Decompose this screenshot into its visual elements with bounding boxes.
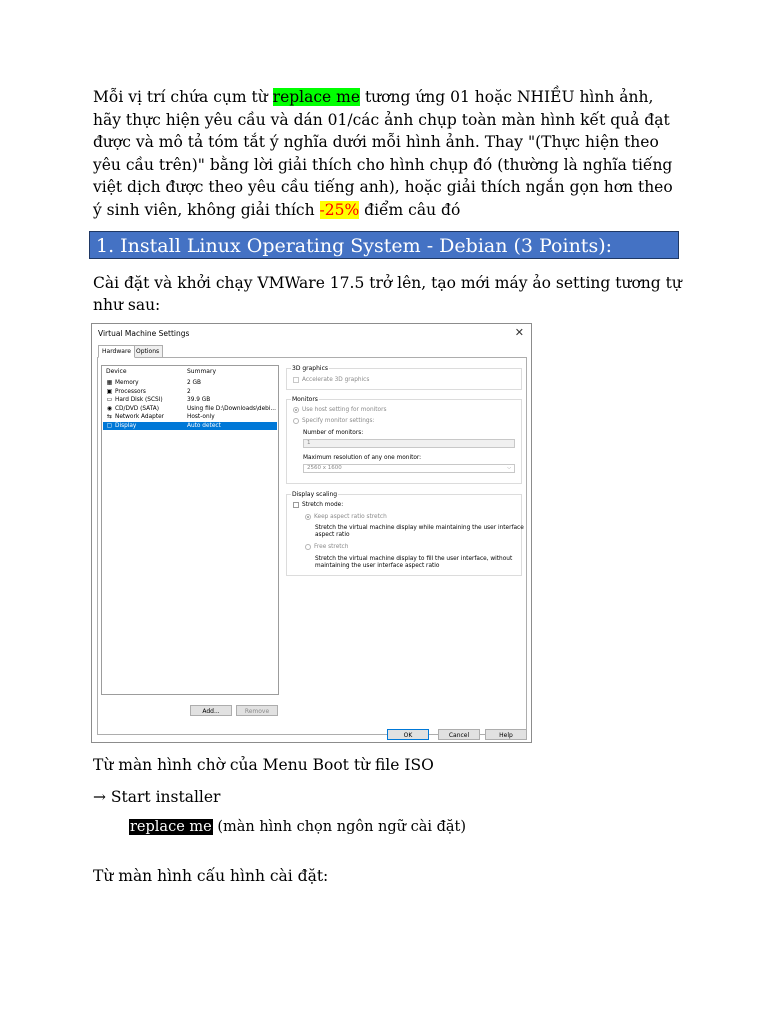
keep-aspect-description-2: aspect ratio <box>315 532 350 538</box>
device-row-memory[interactable] <box>103 379 277 387</box>
graphics-group <box>286 365 522 390</box>
chevron-down-icon: ⌵ <box>507 465 511 471</box>
cancel-button[interactable]: Cancel <box>438 729 480 740</box>
accelerate-3d-checkbox[interactable] <box>293 377 299 383</box>
free-stretch-label: Free stretch <box>314 544 349 550</box>
number-of-monitors-value: 1 <box>307 440 311 446</box>
boot-menu-text: Từ màn hình chờ của Menu Boot từ file ISO <box>93 756 434 774</box>
device-summary: Host-only <box>187 414 215 420</box>
number-of-monitors-label: Number of monitors: <box>303 430 364 436</box>
close-icon[interactable]: ✕ <box>514 326 524 339</box>
device-row-network-adapter[interactable] <box>103 413 277 421</box>
start-installer-line <box>93 786 683 808</box>
language-screen-note: (màn hình chọn ngôn ngữ cài đặt) <box>212 819 467 835</box>
device-list[interactable] <box>101 365 279 695</box>
use-host-label: Use host setting for monitors <box>302 407 387 413</box>
device-summary: Using file D:\Downloads\debi... <box>187 405 276 412</box>
stretch-mode-checkbox[interactable] <box>293 502 299 508</box>
device-name: Memory <box>115 380 139 386</box>
device-summary: 2 <box>187 388 191 395</box>
accelerate-3d-label: Accelerate 3D graphics <box>302 377 370 383</box>
penalty-highlight: -25% <box>319 200 360 219</box>
ok-button[interactable]: OK <box>387 729 429 740</box>
arrow-right-icon: → <box>93 788 106 806</box>
number-of-monitors-field[interactable] <box>303 439 515 448</box>
keep-aspect-radio[interactable] <box>305 514 311 520</box>
device-summary: 2 GB <box>187 380 201 386</box>
keep-aspect-description-1: Stretch the virtual machine display while maintaining the user interface <box>315 525 524 531</box>
specify-monitor-radio[interactable] <box>293 418 299 424</box>
instructions-text-2: tương ứng 01 hoặc NHIỀU hình ảnh, hãy thực hiện yêu cầu và dán 01/các ảnh chụp toàn màn hình kết quả đạt được và mô tả tóm tắt ý nghĩa dưới mỗi hình ảnh. Thay "(Thực hiện theo yêu cầu trên)" bằng lời giải thích cho hình chụp đó (thường là nghĩa tiếng việt dịch được theo yêu cầu tiếng anh), hoặc giải thích ngắn gọn hơn theo ý sinh viên, không giải thích <box>93 88 673 219</box>
keep-aspect-label: Keep aspect ratio stretch <box>314 514 387 520</box>
device-summary: Auto detect <box>187 422 221 429</box>
device-name: Display <box>115 422 137 429</box>
remove-device-button[interactable]: Remove <box>236 705 278 716</box>
setup-paragraph: Cài đặt và khởi chạy VMWare 17.5 trở lên, tạo mới máy ảo setting tương tự như sau: <box>93 274 682 314</box>
language-screen-line <box>129 816 719 838</box>
stretch-mode-label: Stretch mode: <box>302 502 344 508</box>
network-adapter-icon: ⇆ <box>106 413 113 420</box>
instructions-text-3: điểm câu đó <box>359 200 461 219</box>
instructions-text-1: Mỗi vị trí chứa cụm từ <box>93 88 273 106</box>
device-summary: 39.9 GB <box>187 397 211 403</box>
processor-icon: ▣ <box>106 387 113 395</box>
tab-hardware[interactable]: Hardware <box>98 345 135 358</box>
device-name: CD/DVD (SATA) <box>115 405 159 412</box>
memory-icon: ▦ <box>106 379 113 386</box>
device-name: Network Adapter <box>115 414 165 420</box>
display-icon: ▢ <box>106 421 113 429</box>
display-scaling-group <box>286 491 524 576</box>
start-installer-text: Start installer <box>106 788 221 806</box>
hard-disk-icon: ▭ <box>106 396 113 403</box>
max-resolution-select[interactable] <box>303 464 515 473</box>
free-stretch-description-2: maintaining the user interface aspect ratio <box>315 563 440 569</box>
tab-options[interactable]: Options <box>132 345 163 358</box>
replace-me-highlight: replace me <box>272 88 361 106</box>
max-resolution-value: 2560 x 1600 <box>307 465 342 471</box>
dialog-title: Virtual Machine Settings <box>98 329 190 338</box>
help-button[interactable]: Help <box>485 729 527 740</box>
free-stretch-description-1: Stretch the virtual machine display to fill the user interface, without <box>315 556 513 562</box>
device-row-processors[interactable] <box>103 388 277 396</box>
summary-column-header[interactable]: Summary <box>187 368 216 375</box>
monitors-group <box>286 396 522 484</box>
device-row-hard-disk-scsi[interactable] <box>103 396 277 404</box>
device-row-display[interactable] <box>103 422 277 430</box>
device-name: Processors <box>115 388 146 395</box>
replace-me-placeholder: replace me <box>130 819 212 835</box>
display-scaling-group-title: Display scaling <box>292 491 338 498</box>
free-stretch-radio[interactable] <box>305 544 311 550</box>
instructions-paragraph <box>93 86 683 222</box>
device-column-header[interactable]: Device <box>106 368 127 375</box>
device-name: Hard Disk (SCSI) <box>115 397 163 403</box>
specify-monitor-label: Specify monitor settings: <box>302 418 375 424</box>
section-heading: 1. Install Linux Operating System - Debian (3 Points): <box>89 231 679 259</box>
device-row-cd-dvd-sata[interactable] <box>103 405 277 413</box>
use-host-radio[interactable] <box>293 407 299 413</box>
add-device-button[interactable]: Add... <box>190 705 232 716</box>
cd-dvd-icon: ◉ <box>106 404 113 412</box>
vm-settings-dialog <box>91 323 532 743</box>
install-config-text: Từ màn hình cấu hình cài đặt: <box>93 867 329 885</box>
monitors-group-title: Monitors <box>292 396 318 403</box>
graphics-group-title: 3D graphics <box>292 365 328 372</box>
max-resolution-label: Maximum resolution of any one monitor: <box>303 455 422 461</box>
